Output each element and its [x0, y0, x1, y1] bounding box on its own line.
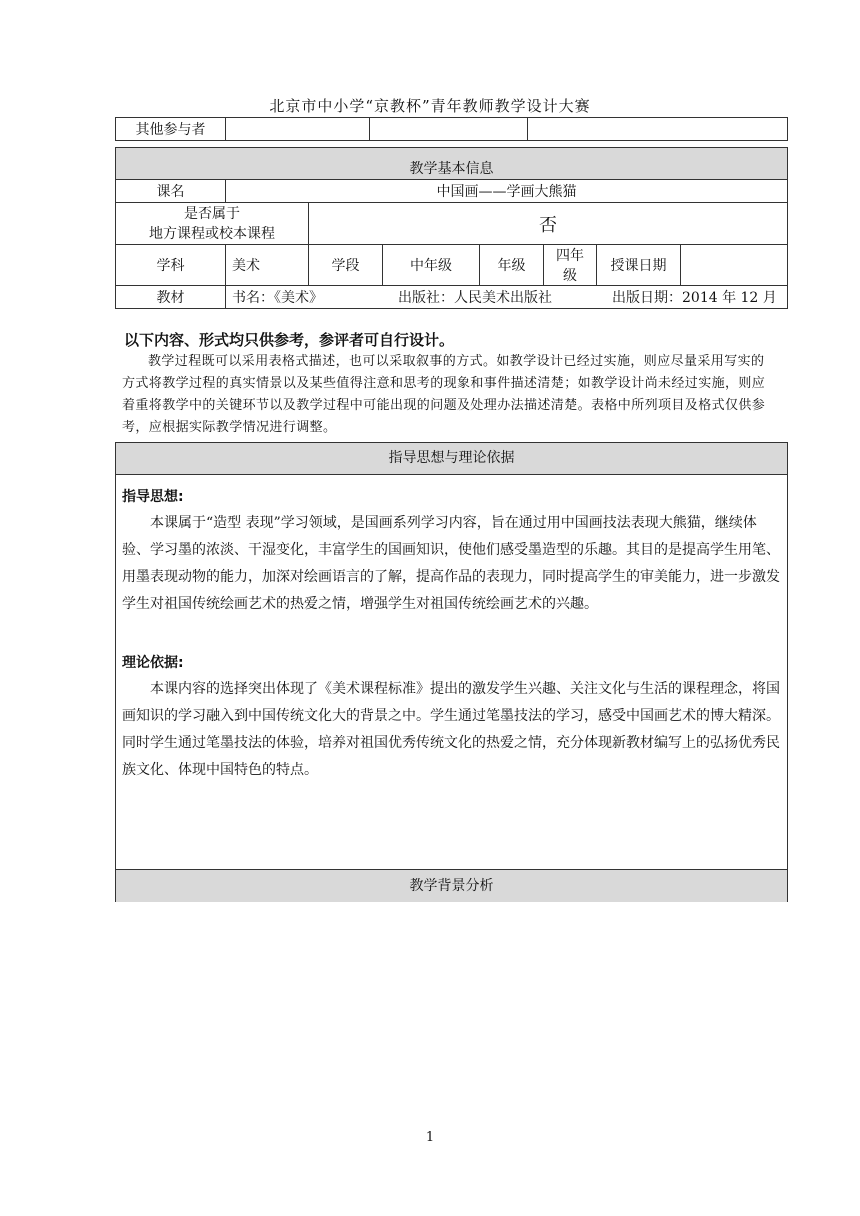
textbook-date: 出版日期：2014 年 12 月: [612, 290, 777, 306]
grade-value: 四年级: [544, 245, 597, 286]
local-course-value: 否: [309, 203, 788, 245]
textbook-book: 书名：《美术》: [232, 290, 323, 306]
background-heading: 教学背景分析: [116, 869, 787, 902]
guidance-content: [122, 486, 784, 784]
date-label: 授课日期: [597, 245, 681, 286]
note-body: 教学过程既可以采用表格式描述，也可以采取叙事的方式。如教学设计已经过实施，则应尽量采用写实的方式将教学过程的真实情景以及某些值得注意和思考的现象和事件描述清楚；如教学设计尚未经过实施，则应着重将教学中的关键环节以及教学过程中可能出现的问题及处理办法描述清楚。表格中所列项目及格式仅供参考，应根据实际教学情况进行调整。: [122, 354, 766, 435]
note-heading: 以下内容、形式均只供参考，参评者可自行设计。: [124, 331, 455, 349]
participant-cell-3: [528, 118, 788, 141]
stage-label: 学段: [309, 245, 383, 286]
theory-body: 本课内容的选择突出体现了《美术课程标准》提出的激发学生兴趣、关注文化与生活的课程理念，将国画知识的学习融入到中国传统文化大的背景之中。学生通过笔墨技法的学习，感受中国画艺术的博大精深。同时学生通过笔墨技法的体验，培养对祖国优秀传统文化的热爱之情，充分体现新教材编写上的弘扬优秀民族文化、体现中国特色的特点。: [122, 681, 780, 778]
document-header-title: 北京市中小学“京教杯”青年教师教学设计大赛: [269, 97, 591, 115]
participant-cell-1: [226, 118, 370, 141]
thought-title: 指导思想:: [122, 489, 184, 505]
participants-label: 其他参与者: [116, 118, 226, 141]
grade-label: 年级: [480, 245, 544, 286]
theory-title: 理论依据:: [122, 655, 184, 671]
guidance-section: [115, 442, 788, 902]
course-label: 课名: [116, 180, 226, 203]
stage-value: 中年级: [383, 245, 480, 286]
textbook-info: [226, 286, 788, 309]
course-value: 中国画——学画大熊猫: [226, 180, 788, 203]
participant-cell-2: [370, 118, 528, 141]
textbook-label: 教材: [116, 286, 226, 309]
subject-value: 美术: [226, 245, 309, 286]
basic-info-table: [115, 147, 788, 309]
participants-table: [115, 117, 788, 141]
page-number: 1: [425, 1130, 435, 1145]
thought-body: 本课属于“造型 表现”学习领域，是国画系列学习内容，旨在通过用中国画技法表现大熊猫，继续体验、学习墨的浓淡、干湿变化，丰富学生的国画知识，使他们感受墨造型的乐趣。其目的是提高学生用笔、用墨表现动物的能力，加深对绘画语言的了解，提高作品的表现力，同时提高学生的审美能力，进一步激发学生对祖国传统绘画艺术的热爱之情，增强学生对祖国传统绘画艺术的兴趣。: [122, 515, 780, 612]
guidance-heading: 指导思想与理论依据: [116, 443, 787, 475]
local-course-label-line2: 地方课程或校本课程: [149, 225, 275, 242]
date-value: [681, 245, 788, 286]
local-course-label-line1: 是否属于: [184, 205, 240, 222]
local-course-label: [116, 203, 309, 245]
subject-label: 学科: [116, 245, 226, 286]
textbook-publisher: 出版社：人民美术出版社: [398, 290, 552, 306]
basic-info-heading: 教学基本信息: [116, 148, 788, 180]
